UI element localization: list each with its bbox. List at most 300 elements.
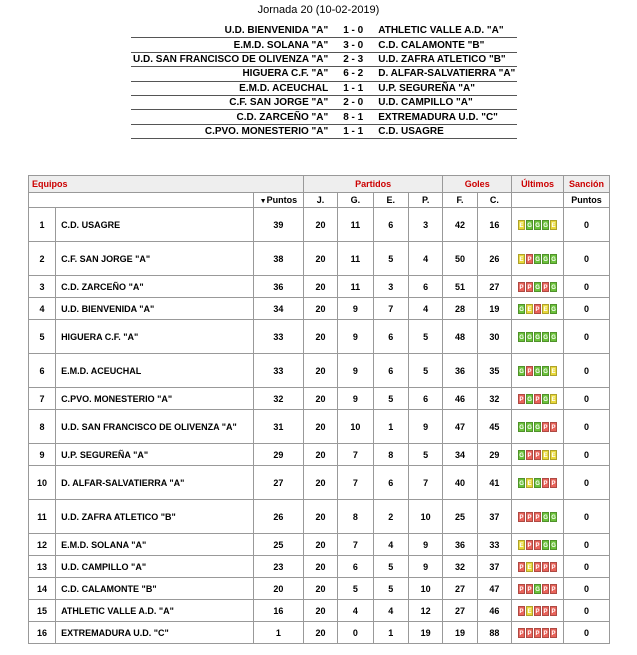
team-form bbox=[512, 600, 564, 622]
team-name: E.M.D. SOLANA "A" bbox=[56, 534, 254, 556]
form-chip: G bbox=[518, 332, 525, 342]
team-goals-for: 36 bbox=[443, 534, 477, 556]
form-chip: P bbox=[526, 282, 533, 292]
team-points: 25 bbox=[253, 534, 303, 556]
team-position: 11 bbox=[29, 500, 56, 534]
team-name: EXTREMADURA U.D. "C" bbox=[56, 622, 254, 644]
team-won: 4 bbox=[338, 600, 373, 622]
form-chips bbox=[518, 562, 557, 572]
team-position: 13 bbox=[29, 556, 56, 578]
team-drawn: 6 bbox=[373, 354, 408, 388]
form-chips bbox=[518, 254, 557, 264]
team-goals-for: 27 bbox=[443, 578, 477, 600]
form-chips bbox=[518, 220, 557, 230]
header-goles: Goles bbox=[443, 176, 512, 193]
team-name: C.D. ZARCEÑO "A" bbox=[56, 276, 254, 298]
team-lost: 12 bbox=[408, 600, 442, 622]
team-points: 34 bbox=[253, 298, 303, 320]
team-played: 20 bbox=[303, 500, 337, 534]
form-chips bbox=[518, 606, 557, 616]
fixture-home-team: HIGUERA C.F. "A" bbox=[131, 67, 331, 81]
team-drawn: 5 bbox=[373, 556, 408, 578]
fixture-away-team: C.D. CALAMONTE "B" bbox=[375, 38, 517, 52]
form-chip: P bbox=[526, 628, 533, 638]
form-chip: G bbox=[534, 422, 541, 432]
team-name: C.D. CALAMONTE "B" bbox=[56, 578, 254, 600]
table-row bbox=[29, 500, 610, 534]
form-chip: P bbox=[542, 562, 549, 572]
form-chip: P bbox=[534, 628, 541, 638]
team-name: HIGUERA C.F. "A" bbox=[56, 320, 254, 354]
form-chip: P bbox=[542, 282, 549, 292]
form-chip: G bbox=[542, 254, 549, 264]
team-points: 32 bbox=[253, 388, 303, 410]
team-won: 7 bbox=[338, 466, 373, 500]
form-chip: P bbox=[526, 584, 533, 594]
team-name: U.P. SEGUREÑA "A" bbox=[56, 444, 254, 466]
team-name: ATHLETIC VALLE A.D. "A" bbox=[56, 600, 254, 622]
header-puntos-label: Puntos bbox=[266, 195, 298, 205]
team-form bbox=[512, 466, 564, 500]
fixture-row bbox=[131, 110, 517, 124]
fixture-away-team: C.D. USAGRE bbox=[375, 124, 517, 138]
form-chip: E bbox=[550, 450, 557, 460]
team-position: 2 bbox=[29, 242, 56, 276]
team-goals-against: 29 bbox=[477, 444, 511, 466]
form-chip: G bbox=[542, 540, 549, 550]
form-chip: G bbox=[550, 332, 557, 342]
form-chip: G bbox=[526, 422, 533, 432]
fixture-row bbox=[131, 38, 517, 52]
form-chip: G bbox=[534, 282, 541, 292]
team-lost: 4 bbox=[408, 298, 442, 320]
team-played: 20 bbox=[303, 320, 337, 354]
fixture-score: 1 - 1 bbox=[331, 124, 375, 138]
team-goals-against: 32 bbox=[477, 388, 511, 410]
team-points: 33 bbox=[253, 354, 303, 388]
header-sancion: Sanción bbox=[564, 176, 610, 193]
fixture-score: 2 - 0 bbox=[331, 95, 375, 109]
form-chip: E bbox=[550, 394, 557, 404]
fixture-away-team: D. ALFAR-SALVATIERRA "A" bbox=[375, 67, 517, 81]
form-chip: E bbox=[550, 366, 557, 376]
team-position: 3 bbox=[29, 276, 56, 298]
form-chip: P bbox=[534, 450, 541, 460]
team-drawn: 5 bbox=[373, 388, 408, 410]
form-chip: G bbox=[526, 220, 533, 230]
table-row bbox=[29, 276, 610, 298]
fixture-home-team: C.PVO. MONESTERIO "A" bbox=[131, 124, 331, 138]
form-chip: G bbox=[534, 220, 541, 230]
table-row bbox=[29, 578, 610, 600]
team-drawn: 1 bbox=[373, 410, 408, 444]
team-goals-against: 33 bbox=[477, 534, 511, 556]
form-chips bbox=[518, 450, 557, 460]
header-puntos[interactable] bbox=[253, 193, 303, 208]
team-drawn: 5 bbox=[373, 578, 408, 600]
fixture-home-team: E.M.D. SOLANA "A" bbox=[131, 38, 331, 52]
table-row bbox=[29, 298, 610, 320]
fixture-home-team: U.D. BIENVENIDA "A" bbox=[131, 24, 331, 38]
fixture-score: 8 - 1 bbox=[331, 110, 375, 124]
header-ultimos: Últimos bbox=[512, 176, 564, 193]
team-points: 36 bbox=[253, 276, 303, 298]
form-chip: G bbox=[550, 282, 557, 292]
form-chip: G bbox=[542, 220, 549, 230]
standings-table bbox=[28, 175, 610, 644]
team-won: 8 bbox=[338, 500, 373, 534]
team-sanction-points: 0 bbox=[564, 600, 610, 622]
form-chip: P bbox=[534, 540, 541, 550]
form-chip: E bbox=[518, 254, 525, 264]
fixture-away-team: EXTREMADURA U.D. "C" bbox=[375, 110, 517, 124]
team-goals-against: 30 bbox=[477, 320, 511, 354]
team-position: 14 bbox=[29, 578, 56, 600]
team-won: 11 bbox=[338, 242, 373, 276]
form-chip: G bbox=[534, 478, 541, 488]
form-chips bbox=[518, 478, 557, 488]
form-chip: P bbox=[518, 282, 525, 292]
form-chip: G bbox=[518, 422, 525, 432]
team-lost: 9 bbox=[408, 534, 442, 556]
form-chip: P bbox=[550, 478, 557, 488]
form-chip: P bbox=[550, 422, 557, 432]
team-form bbox=[512, 578, 564, 600]
form-chip: P bbox=[542, 422, 549, 432]
team-goals-for: 25 bbox=[443, 500, 477, 534]
table-row bbox=[29, 622, 610, 644]
team-form bbox=[512, 534, 564, 556]
team-sanction-points: 0 bbox=[564, 208, 610, 242]
form-chip: G bbox=[518, 450, 525, 460]
form-chip: G bbox=[526, 332, 533, 342]
team-played: 20 bbox=[303, 622, 337, 644]
form-chip: P bbox=[534, 394, 541, 404]
header-g: G. bbox=[338, 193, 373, 208]
team-points: 16 bbox=[253, 600, 303, 622]
team-goals-for: 46 bbox=[443, 388, 477, 410]
standings-header-group bbox=[29, 176, 610, 193]
fixture-away-team: U.P. SEGUREÑA "A" bbox=[375, 81, 517, 95]
form-chip: G bbox=[542, 332, 549, 342]
form-chips bbox=[518, 540, 557, 550]
form-chip: P bbox=[550, 562, 557, 572]
page-title: Jornada 20 (10-02-2019) bbox=[257, 4, 380, 16]
header-ultimos-blank bbox=[512, 193, 564, 208]
team-drawn: 3 bbox=[373, 276, 408, 298]
team-drawn: 6 bbox=[373, 466, 408, 500]
team-goals-against: 41 bbox=[477, 466, 511, 500]
form-chip: E bbox=[542, 304, 549, 314]
form-chip: P bbox=[534, 562, 541, 572]
team-name: C.F. SAN JORGE "A" bbox=[56, 242, 254, 276]
team-played: 20 bbox=[303, 556, 337, 578]
form-chip: P bbox=[526, 512, 533, 522]
team-position: 10 bbox=[29, 466, 56, 500]
table-row bbox=[29, 556, 610, 578]
standings-header-columns bbox=[29, 193, 610, 208]
team-points: 27 bbox=[253, 466, 303, 500]
team-goals-for: 47 bbox=[443, 410, 477, 444]
team-name: D. ALFAR-SALVATIERRA "A" bbox=[56, 466, 254, 500]
sort-down-icon: ▼ bbox=[259, 198, 267, 205]
form-chip: P bbox=[542, 606, 549, 616]
team-sanction-points: 0 bbox=[564, 444, 610, 466]
team-drawn: 5 bbox=[373, 242, 408, 276]
team-played: 20 bbox=[303, 600, 337, 622]
form-chip: P bbox=[534, 512, 541, 522]
team-form bbox=[512, 276, 564, 298]
team-played: 20 bbox=[303, 388, 337, 410]
team-position: 12 bbox=[29, 534, 56, 556]
team-drawn: 4 bbox=[373, 534, 408, 556]
team-won: 6 bbox=[338, 556, 373, 578]
fixture-row bbox=[131, 52, 517, 66]
form-chip: P bbox=[534, 304, 541, 314]
team-position: 9 bbox=[29, 444, 56, 466]
team-goals-against: 46 bbox=[477, 600, 511, 622]
team-goals-for: 36 bbox=[443, 354, 477, 388]
fixture-score: 1 - 1 bbox=[331, 81, 375, 95]
team-drawn: 6 bbox=[373, 320, 408, 354]
team-position: 16 bbox=[29, 622, 56, 644]
header-e: E. bbox=[373, 193, 408, 208]
table-row bbox=[29, 320, 610, 354]
header-p: P. bbox=[408, 193, 442, 208]
fixtures-table bbox=[131, 24, 517, 139]
header-blank bbox=[29, 193, 254, 208]
form-chip: G bbox=[526, 394, 533, 404]
team-played: 20 bbox=[303, 276, 337, 298]
team-played: 20 bbox=[303, 578, 337, 600]
team-won: 11 bbox=[338, 208, 373, 242]
team-lost: 10 bbox=[408, 578, 442, 600]
team-form bbox=[512, 444, 564, 466]
form-chip: P bbox=[542, 584, 549, 594]
team-goals-for: 34 bbox=[443, 444, 477, 466]
team-form bbox=[512, 298, 564, 320]
team-played: 20 bbox=[303, 444, 337, 466]
form-chip: G bbox=[518, 304, 525, 314]
team-position: 15 bbox=[29, 600, 56, 622]
team-form bbox=[512, 410, 564, 444]
team-won: 7 bbox=[338, 534, 373, 556]
team-lost: 7 bbox=[408, 466, 442, 500]
team-name: C.PVO. MONESTERIO "A" bbox=[56, 388, 254, 410]
fixture-away-team: U.D. CAMPILLO "A" bbox=[375, 95, 517, 109]
team-form bbox=[512, 500, 564, 534]
form-chip: P bbox=[518, 606, 525, 616]
team-goals-against: 27 bbox=[477, 276, 511, 298]
team-position: 1 bbox=[29, 208, 56, 242]
form-chip: P bbox=[518, 584, 525, 594]
team-sanction-points: 0 bbox=[564, 466, 610, 500]
form-chip: P bbox=[550, 606, 557, 616]
team-goals-for: 19 bbox=[443, 622, 477, 644]
form-chips bbox=[518, 628, 557, 638]
team-drawn: 4 bbox=[373, 600, 408, 622]
team-sanction-points: 0 bbox=[564, 298, 610, 320]
team-goals-against: 19 bbox=[477, 298, 511, 320]
form-chip: E bbox=[526, 562, 533, 572]
form-chips bbox=[518, 304, 557, 314]
form-chip: G bbox=[534, 332, 541, 342]
fixture-row bbox=[131, 67, 517, 81]
table-row bbox=[29, 466, 610, 500]
table-row bbox=[29, 208, 610, 242]
team-lost: 6 bbox=[408, 276, 442, 298]
form-chip: G bbox=[518, 366, 525, 376]
form-chips bbox=[518, 282, 557, 292]
team-points: 39 bbox=[253, 208, 303, 242]
team-goals-against: 16 bbox=[477, 208, 511, 242]
team-form bbox=[512, 320, 564, 354]
form-chip: E bbox=[526, 478, 533, 488]
fixture-row bbox=[131, 81, 517, 95]
team-name: E.M.D. ACEUCHAL bbox=[56, 354, 254, 388]
team-played: 20 bbox=[303, 410, 337, 444]
form-chips bbox=[518, 584, 557, 594]
fixture-home-team: C.D. ZARCEÑO "A" bbox=[131, 110, 331, 124]
form-chip: P bbox=[550, 584, 557, 594]
table-row bbox=[29, 242, 610, 276]
team-sanction-points: 0 bbox=[564, 242, 610, 276]
team-sanction-points: 0 bbox=[564, 500, 610, 534]
form-chip: P bbox=[526, 540, 533, 550]
team-goals-against: 26 bbox=[477, 242, 511, 276]
team-won: 9 bbox=[338, 354, 373, 388]
form-chip: E bbox=[526, 304, 533, 314]
team-goals-for: 40 bbox=[443, 466, 477, 500]
form-chip: G bbox=[534, 584, 541, 594]
team-drawn: 2 bbox=[373, 500, 408, 534]
form-chip: G bbox=[518, 478, 525, 488]
fixture-home-team: C.F. SAN JORGE "A" bbox=[131, 95, 331, 109]
team-form bbox=[512, 208, 564, 242]
form-chips bbox=[518, 512, 557, 522]
team-position: 4 bbox=[29, 298, 56, 320]
team-goals-for: 51 bbox=[443, 276, 477, 298]
team-points: 31 bbox=[253, 410, 303, 444]
team-points: 1 bbox=[253, 622, 303, 644]
team-goals-for: 28 bbox=[443, 298, 477, 320]
team-sanction-points: 0 bbox=[564, 354, 610, 388]
fixture-score: 2 - 3 bbox=[331, 52, 375, 66]
team-form bbox=[512, 622, 564, 644]
team-name: U.D. ZAFRA ATLETICO "B" bbox=[56, 500, 254, 534]
team-form bbox=[512, 556, 564, 578]
team-played: 20 bbox=[303, 466, 337, 500]
fixture-score: 6 - 2 bbox=[331, 67, 375, 81]
team-form bbox=[512, 388, 564, 410]
form-chip: P bbox=[518, 562, 525, 572]
fixture-away-team: ATHLETIC VALLE A.D. "A" bbox=[375, 24, 517, 38]
header-c: C. bbox=[477, 193, 511, 208]
team-sanction-points: 0 bbox=[564, 578, 610, 600]
fixture-home-team: E.M.D. ACEUCHAL bbox=[131, 81, 331, 95]
fixture-home-team: U.D. SAN FRANCISCO DE OLIVENZA "A" bbox=[131, 52, 331, 66]
form-chip: G bbox=[550, 512, 557, 522]
fixture-away-team: U.D. ZAFRA ATLETICO "B" bbox=[375, 52, 517, 66]
team-lost: 5 bbox=[408, 320, 442, 354]
team-points: 29 bbox=[253, 444, 303, 466]
team-form bbox=[512, 354, 564, 388]
team-goals-for: 50 bbox=[443, 242, 477, 276]
form-chip: P bbox=[526, 366, 533, 376]
team-won: 7 bbox=[338, 444, 373, 466]
form-chips bbox=[518, 394, 557, 404]
team-points: 23 bbox=[253, 556, 303, 578]
form-chip: G bbox=[550, 540, 557, 550]
form-chips bbox=[518, 332, 557, 342]
header-partidos: Partidos bbox=[303, 176, 442, 193]
team-won: 0 bbox=[338, 622, 373, 644]
header-sancion-puntos: Puntos bbox=[564, 193, 610, 208]
table-row bbox=[29, 600, 610, 622]
form-chip: P bbox=[518, 394, 525, 404]
team-lost: 6 bbox=[408, 388, 442, 410]
form-chip: E bbox=[518, 220, 525, 230]
team-goals-against: 37 bbox=[477, 556, 511, 578]
table-row bbox=[29, 444, 610, 466]
form-chip: P bbox=[542, 628, 549, 638]
form-chip: P bbox=[526, 450, 533, 460]
header-equipos: Equipos bbox=[29, 176, 304, 193]
team-played: 20 bbox=[303, 242, 337, 276]
team-sanction-points: 0 bbox=[564, 556, 610, 578]
form-chip: G bbox=[542, 394, 549, 404]
fixture-row bbox=[131, 124, 517, 138]
team-goals-for: 42 bbox=[443, 208, 477, 242]
team-points: 20 bbox=[253, 578, 303, 600]
team-played: 20 bbox=[303, 298, 337, 320]
team-position: 6 bbox=[29, 354, 56, 388]
team-goals-for: 27 bbox=[443, 600, 477, 622]
form-chip: P bbox=[518, 512, 525, 522]
form-chip: E bbox=[526, 606, 533, 616]
form-chip: G bbox=[550, 254, 557, 264]
team-played: 20 bbox=[303, 208, 337, 242]
header-j: J. bbox=[303, 193, 337, 208]
form-chip: G bbox=[542, 366, 549, 376]
team-won: 9 bbox=[338, 320, 373, 354]
team-drawn: 1 bbox=[373, 622, 408, 644]
team-name: U.D. BIENVENIDA "A" bbox=[56, 298, 254, 320]
form-chip: G bbox=[542, 512, 549, 522]
team-won: 5 bbox=[338, 578, 373, 600]
team-drawn: 6 bbox=[373, 208, 408, 242]
form-chips bbox=[518, 366, 557, 376]
team-drawn: 7 bbox=[373, 298, 408, 320]
team-points: 33 bbox=[253, 320, 303, 354]
team-form bbox=[512, 242, 564, 276]
team-lost: 5 bbox=[408, 444, 442, 466]
team-won: 9 bbox=[338, 388, 373, 410]
table-row bbox=[29, 388, 610, 410]
fixture-score: 1 - 0 bbox=[331, 24, 375, 38]
team-sanction-points: 0 bbox=[564, 276, 610, 298]
fixture-score: 3 - 0 bbox=[331, 38, 375, 52]
table-row bbox=[29, 534, 610, 556]
team-sanction-points: 0 bbox=[564, 622, 610, 644]
fixture-row bbox=[131, 24, 517, 38]
form-chip: G bbox=[534, 366, 541, 376]
team-lost: 9 bbox=[408, 556, 442, 578]
table-row bbox=[29, 354, 610, 388]
team-position: 8 bbox=[29, 410, 56, 444]
team-won: 9 bbox=[338, 298, 373, 320]
form-chip: G bbox=[534, 254, 541, 264]
